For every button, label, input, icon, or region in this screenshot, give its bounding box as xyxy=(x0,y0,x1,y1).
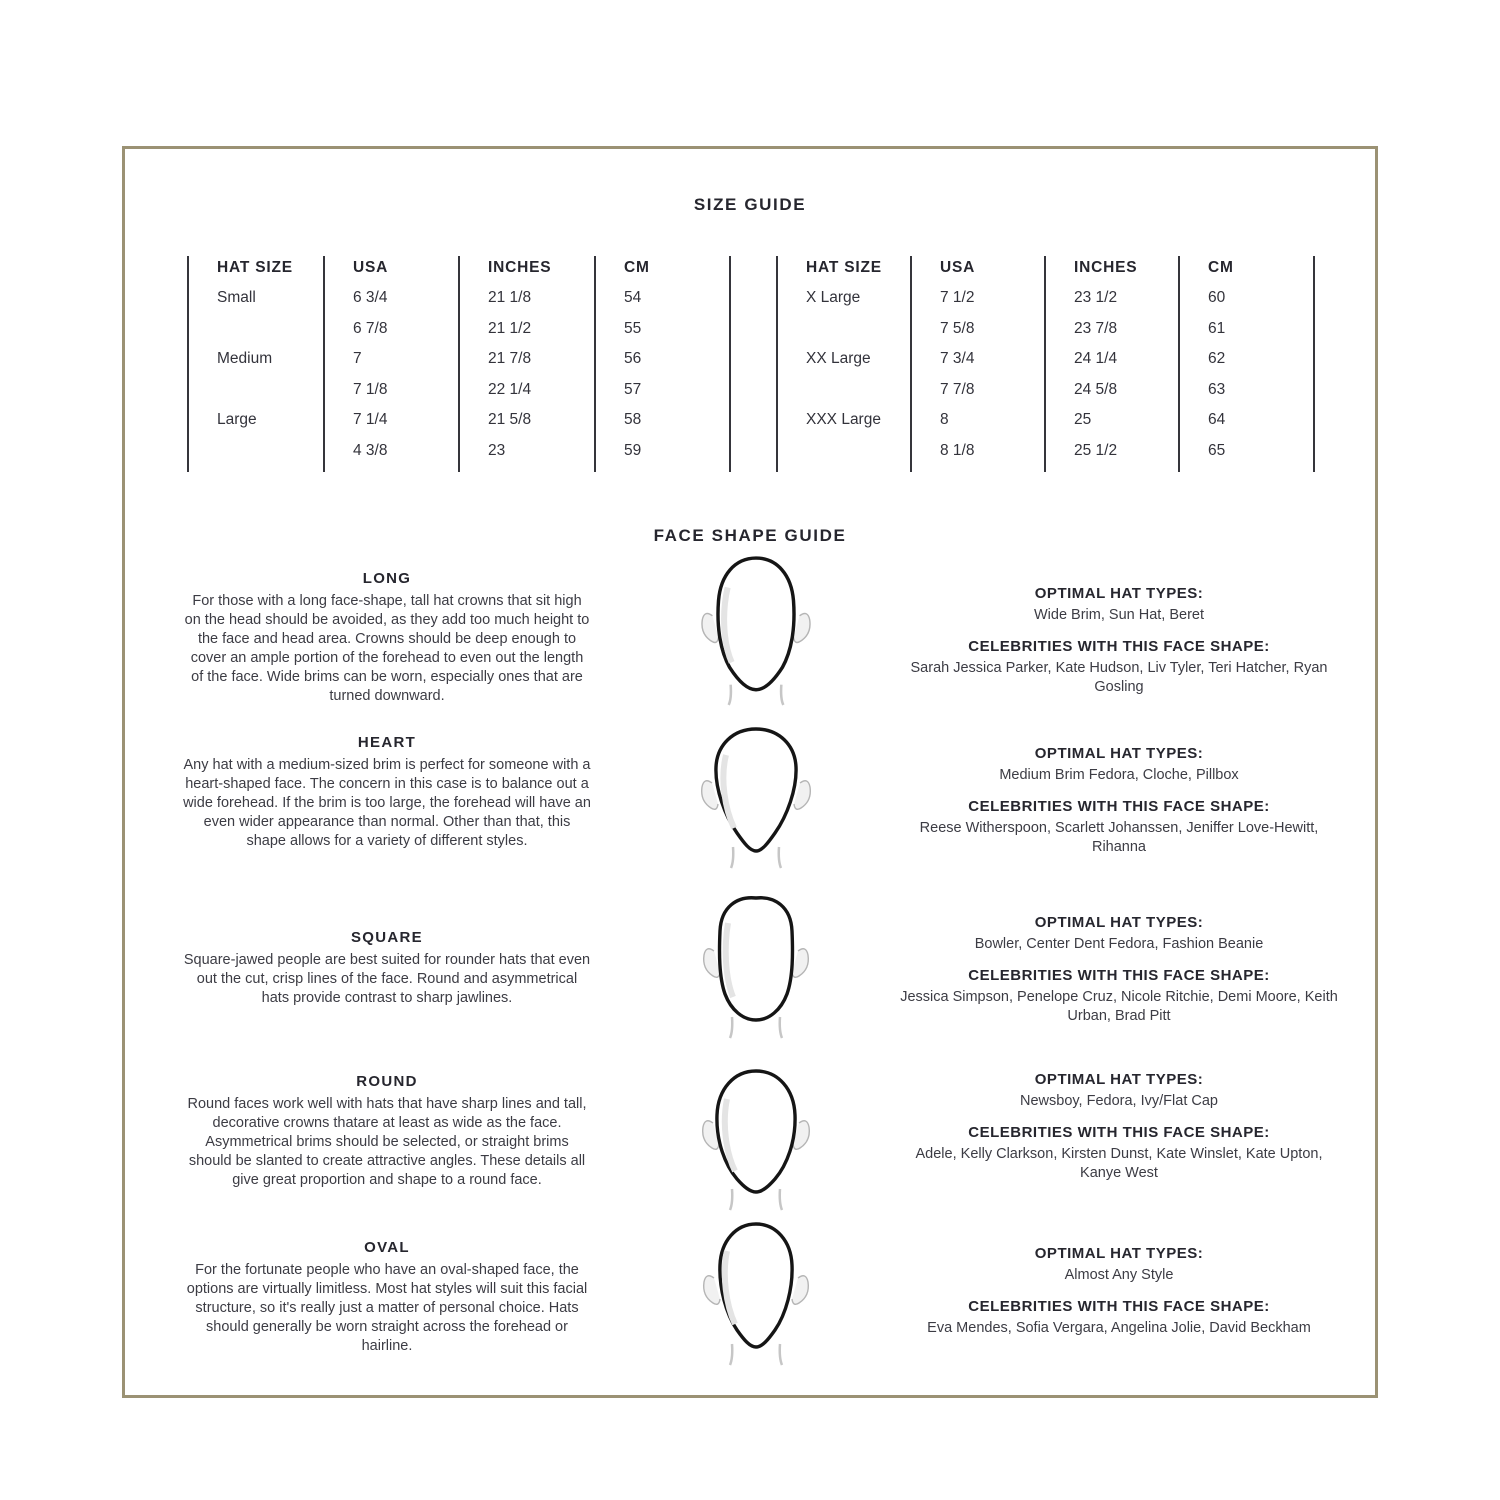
face-section-square xyxy=(125,905,1375,1053)
table-cell: 7 1/8 xyxy=(353,380,388,398)
celebrities-value: Adele, Kelly Clarkson, Kirsten Dunst, Kate Winslet, Kate Upton, Kanye West xyxy=(915,1146,1323,1181)
size-table-column-inches xyxy=(458,256,594,472)
size-table-column-hat-size xyxy=(776,256,910,472)
face-illustration-wrap xyxy=(691,725,821,880)
column-header: INCHES xyxy=(488,259,552,276)
table-cell: 25 xyxy=(1074,411,1092,428)
table-cell: 59 xyxy=(624,441,642,459)
table-cell xyxy=(189,442,323,473)
face-section-recos xyxy=(893,745,1345,870)
table-cell: 6 3/4 xyxy=(353,289,388,306)
table-cell: 23 xyxy=(488,441,506,459)
optimal-hat-types-label: OPTIMAL HAT TYPES: xyxy=(1034,585,1204,602)
table-cell: 25 1/2 xyxy=(1074,441,1118,459)
size-table-column-cm xyxy=(1178,256,1313,472)
size-table-column-usa xyxy=(910,256,1044,472)
face-shape-name: ROUND xyxy=(356,1073,418,1090)
table-cell: 7 1/4 xyxy=(353,411,388,428)
size-table-column-inches xyxy=(1044,256,1178,472)
size-table-column-hat-size xyxy=(187,256,323,472)
table-cell: 7 xyxy=(353,350,362,367)
table-cell: 62 xyxy=(1208,350,1226,367)
optimal-hat-types-value: Almost Any Style xyxy=(1064,1267,1174,1283)
table-cell: 57 xyxy=(624,380,642,398)
table-cell: Large xyxy=(217,411,257,428)
table-cell xyxy=(189,381,323,412)
table-cell: 7 1/2 xyxy=(940,289,975,306)
celebrities-value: Reese Witherspoon, Scarlett Johanssen, Jeniffer Love-Hewitt, Rihanna xyxy=(919,820,1319,855)
face-section-text xyxy=(183,1239,591,1356)
table-cell: 63 xyxy=(1208,380,1226,398)
face-section-text xyxy=(183,1073,591,1190)
table-cell xyxy=(778,381,910,412)
table-cell: 21 1/8 xyxy=(488,289,532,306)
long-face-illustration xyxy=(700,555,812,707)
size-table-column-usa xyxy=(323,256,458,472)
square-face-illustration xyxy=(700,893,812,1043)
size-guide-title: SIZE GUIDE xyxy=(693,195,807,214)
face-section-oval xyxy=(125,1219,1375,1369)
table-cell: 7 5/8 xyxy=(940,319,975,337)
table-cell: 60 xyxy=(1208,289,1226,306)
celebrities-label: CELEBRITIES WITH THIS FACE SHAPE: xyxy=(968,798,1270,815)
face-section-text xyxy=(183,734,591,851)
table-cell: 58 xyxy=(624,411,642,428)
optimal-hat-types-label: OPTIMAL HAT TYPES: xyxy=(1034,914,1204,931)
face-shape-description: Square-jawed people are best suited for rounder hats that even out the cut, crisp lines of the face. Round and asymmetrical hats provide contrast to sharp jawlines. xyxy=(183,952,591,1006)
face-shape-name: SQUARE xyxy=(351,929,423,946)
table-cell: 7 3/4 xyxy=(940,350,975,367)
face-section-recos xyxy=(893,914,1345,1039)
table-cell: 7 7/8 xyxy=(940,380,975,398)
column-header: CM xyxy=(1208,259,1234,276)
table-cell: 55 xyxy=(624,319,642,337)
optimal-hat-types-value: Newsboy, Fedora, Ivy/Flat Cap xyxy=(1020,1093,1218,1109)
optimal-hat-types-label: OPTIMAL HAT TYPES: xyxy=(1034,1071,1204,1088)
size-guide-panel xyxy=(122,146,1378,1398)
face-section-round xyxy=(125,1053,1375,1219)
face-shape-name: OVAL xyxy=(364,1239,410,1256)
table-cell: 6 7/8 xyxy=(353,319,388,337)
face-shape-guide-title: FACE SHAPE GUIDE xyxy=(653,526,847,545)
optimal-hat-types-value: Medium Brim Fedora, Cloche, Pillbox xyxy=(999,767,1239,783)
celebrities-label: CELEBRITIES WITH THIS FACE SHAPE: xyxy=(968,1298,1270,1315)
face-section-text xyxy=(183,929,591,1008)
column-header: INCHES xyxy=(1074,259,1138,276)
face-shape-description: Round faces work well with hats that have sharp lines and tall, decorative crowns thatare at least as wide as the face. Asymmetrical brims should be selected, or straight brims should be slanted to create attractive angles. These details all give great proportion and shape to a round face. xyxy=(187,1096,587,1188)
heart-face-illustration xyxy=(700,725,812,875)
table-cell: 21 7/8 xyxy=(488,350,532,367)
optimal-hat-types-value: Bowler, Center Dent Fedora, Fashion Beanie xyxy=(974,936,1264,952)
table-cell: X Large xyxy=(806,289,861,306)
face-section-text xyxy=(183,570,591,706)
table-cell: 8 xyxy=(940,411,949,428)
table-cell xyxy=(189,320,323,351)
column-header: USA xyxy=(353,259,389,276)
size-table-right xyxy=(776,256,1315,472)
face-section-heart xyxy=(125,719,1375,905)
table-cell: 24 5/8 xyxy=(1074,380,1118,398)
table-cell xyxy=(778,442,910,473)
celebrities-label: CELEBRITIES WITH THIS FACE SHAPE: xyxy=(968,967,1270,984)
face-section-recos xyxy=(893,585,1345,710)
table-cell: 23 1/2 xyxy=(1074,289,1118,306)
table-cell: 56 xyxy=(624,350,642,367)
celebrities-label: CELEBRITIES WITH THIS FACE SHAPE: xyxy=(968,1124,1270,1141)
oval-face-illustration xyxy=(700,1220,812,1370)
face-section-long xyxy=(125,557,1375,721)
celebrities-value: Eva Mendes, Sofia Vergara, Angelina Jolie, David Beckham xyxy=(927,1320,1311,1336)
size-table-column-cm xyxy=(594,256,729,472)
column-header: USA xyxy=(940,259,976,276)
table-cell: 54 xyxy=(624,289,642,306)
optimal-hat-types-value: Wide Brim, Sun Hat, Beret xyxy=(1033,607,1205,623)
table-cell: Medium xyxy=(217,350,273,367)
face-illustration-wrap xyxy=(691,555,821,712)
table-cell: 24 1/4 xyxy=(1074,350,1118,367)
face-shape-description: For the fortunate people who have an oval-shaped face, the options are virtually limitless. Most hat styles will suit this facial structure, so it's really just a matter of personal choice. Hats should generally be worn straight across the forehead or hairline. xyxy=(186,1262,588,1354)
face-illustration-wrap xyxy=(691,1220,821,1375)
celebrities-label: CELEBRITIES WITH THIS FACE SHAPE: xyxy=(968,638,1270,655)
table-cell: 4 3/8 xyxy=(353,441,388,459)
face-illustration-wrap xyxy=(691,893,821,1048)
column-header: HAT SIZE xyxy=(217,259,293,276)
table-cell: 22 1/4 xyxy=(488,380,532,398)
table-cell: 8 1/8 xyxy=(940,441,975,459)
table-cell: 64 xyxy=(1208,411,1226,428)
table-cell: 65 xyxy=(1208,441,1226,459)
table-cell xyxy=(778,320,910,351)
face-shape-description: Any hat with a medium-sized brim is perfect for someone with a heart-shaped face. The concern in this case is to balance out a wide forehead. If the brim is too large, the forehead will have an even wider appearance than normal. Other than that, this shape allows for a variety of different styles. xyxy=(183,757,591,849)
celebrities-value: Jessica Simpson, Penelope Cruz, Nicole Ritchie, Demi Moore, Keith Urban, Brad Pitt xyxy=(900,989,1338,1024)
table-cell: 23 7/8 xyxy=(1074,319,1118,337)
celebrities-value: Sarah Jessica Parker, Kate Hudson, Liv Tyler, Teri Hatcher, Ryan Gosling xyxy=(910,660,1328,695)
face-section-recos xyxy=(893,1071,1345,1196)
table-cell: 21 1/2 xyxy=(488,319,532,337)
face-shape-name: HEART xyxy=(357,734,417,751)
round-face-illustration xyxy=(700,1067,812,1217)
face-shape-name: LONG xyxy=(362,570,412,587)
column-header: HAT SIZE xyxy=(806,259,882,276)
table-cell: Small xyxy=(217,289,256,306)
table-cell: XX Large xyxy=(806,350,871,367)
optimal-hat-types-label: OPTIMAL HAT TYPES: xyxy=(1034,1245,1204,1262)
face-shape-description: For those with a long face-shape, tall hat crowns that sit high on the head should be avoided, as they add too much height to the face and head area. Crowns should be deep enough to cover an ample portion of the forehead to even out the length of the face. Wide brims can be worn, especially ones that are turned downward. xyxy=(184,593,590,704)
column-header: CM xyxy=(624,259,650,276)
table-cell: XXX Large xyxy=(806,411,881,428)
face-section-recos xyxy=(893,1245,1345,1351)
table-cell: 21 5/8 xyxy=(488,411,532,428)
face-illustration-wrap xyxy=(691,1067,821,1222)
size-table-left xyxy=(187,256,731,472)
optimal-hat-types-label: OPTIMAL HAT TYPES: xyxy=(1034,745,1204,762)
table-cell: 61 xyxy=(1208,319,1226,337)
